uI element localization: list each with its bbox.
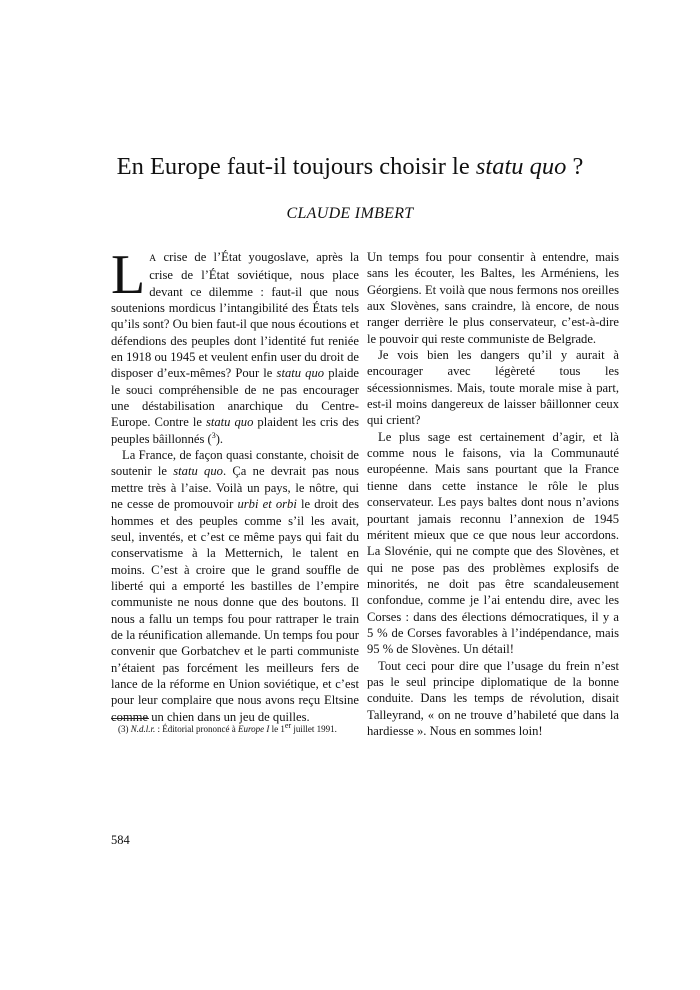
- text-run: plaident les cris des peuples bâillonnés (: [111, 415, 359, 446]
- superscript: er: [284, 721, 292, 730]
- text-run: : Éditorial prononcé à: [155, 724, 238, 734]
- text-run: . Ça ne devrait pas nous mettre très à l’aise. Voilà un pays, le nôtre, qui ne cesse de promouvoir: [111, 464, 359, 512]
- column-left: [111, 244, 360, 725]
- text-run: crise de l’État yougoslave, après la crise de l’État soviétique, nous place devant ce dilemme : faut-il que nous soutenions mordicus l’intangibilité des États tels qu’ils sont? Ou bien faut-il que nous écoutions et défendions des peuples dont l’identité fut reniée en 1918 ou 1945 et veulent enfin user du droit de disposer d’eux-mêmes? Pour le: [111, 250, 359, 381]
- italic-run: urbi et orbi: [237, 497, 297, 512]
- paragraph-3: Un temps fou pour consentir à entendre, mais sans les écouter, les Baltes, les Arméniens, les Géorgiens. Et voilà que nous fermons nos oreilles aux Slovènes, sans craindre, là encore, de nous ranger derrière le plus conservateur, c’est-à-dire le pouvoir qui reste communiste de Belgrade.: [367, 250, 619, 346]
- footnote-ref: 3: [211, 430, 216, 440]
- text-run: le droit des hommes et des peuples comme s’il les avait, seul, inventés, et c’est ce même pays qui fait du conservatisme à la Metternich, le talent en moins. C’est à croire que le grand souffle de liberté qui a emporté les bastilles de l’empire communiste ne nous donne que des boutons. Il nous a fallu un temps fou pour rattraper le train de la réunification allemande. Un temps fou pour convenir que Gorbatchev et le parti communiste n’étaient pas forcément les meilleurs fers de lance de la réforme en Union soviétique, et c’est pour leur complaire que nous avons reçu Eltsine comme un chien dans un jeu de quilles.: [111, 497, 360, 724]
- drop-cap: L: [111, 244, 146, 306]
- text-run: plaide le souci compréhensible de ne pas encourager une déstabilisation anarchique du Centre-Europe. Contre le: [111, 366, 359, 430]
- italic-run: statu quo: [173, 464, 223, 479]
- column-right: [367, 249, 619, 739]
- title-emphasis: statu quo: [475, 153, 567, 180]
- page-number: 584: [111, 833, 130, 847]
- text-run: La France, de façon quasi constante, choisit de soutenir le: [111, 448, 359, 479]
- footnote-number: (3): [118, 724, 131, 734]
- footnote: [118, 721, 368, 735]
- paragraph-5: Le plus sage est certainement d’agir, et là comme nous le faisons, via la Communauté européenne. Mais sans pourtant que la France tienne dans cette instance le rôle le plus conservateur. Les pays baltes dont nous n’avions pourtant jamais reconnu l’annexion de 1945 méritent mieux que ce que nous leur accordons. La Slovénie, qui ne compte que des Slovènes, et qui ne pose pas des problèmes explosifs de minorités, ne doit pas être scandaleusement confondue, comme je l’ai entendu dire, avec les Corses : dans des élections démocratiques, il y a 5 % de Corses favorables à l’indépendance, mais 95 % de Slovènes. Un détail!: [367, 429, 619, 657]
- italic-run: N.d.l.r.: [130, 724, 156, 734]
- italic-run: statu quo: [276, 366, 325, 381]
- paragraph-4: Je vois bien les dangers qu’il y aurait à encourager avec légèreté tous les sécessionnismes. Mais, toute morale mise à part, est-il moins dangereux de laisser bâillonner ceux qui crient?: [367, 348, 619, 428]
- paragraph-6: Tout ceci pour dire que l’usage du frein n’est pas le seul principe diplomatique de la bonne conduite. Dans les temps de révolution, disait Talleyrand, « on ne trouve d’habileté que dans la hardiesse ». Nous en sommes loin!: [367, 658, 619, 738]
- paragraph-2: [111, 447, 359, 725]
- italic-run: Europe I: [238, 724, 270, 734]
- author-name: CLAUDE IMBERT: [286, 205, 414, 222]
- title-end: ?: [566, 153, 584, 180]
- title-text: En Europe faut-il toujours choisir le: [116, 153, 476, 180]
- paragraph-1: [111, 244, 359, 447]
- text-run: ).: [215, 431, 224, 446]
- footnote-divider: [111, 718, 149, 719]
- text-run: juillet 1991.: [291, 724, 337, 734]
- article-title: [0, 152, 700, 182]
- small-caps: A: [149, 254, 157, 264]
- text-run: le 1: [269, 724, 285, 734]
- italic-run: statu quo: [205, 415, 254, 430]
